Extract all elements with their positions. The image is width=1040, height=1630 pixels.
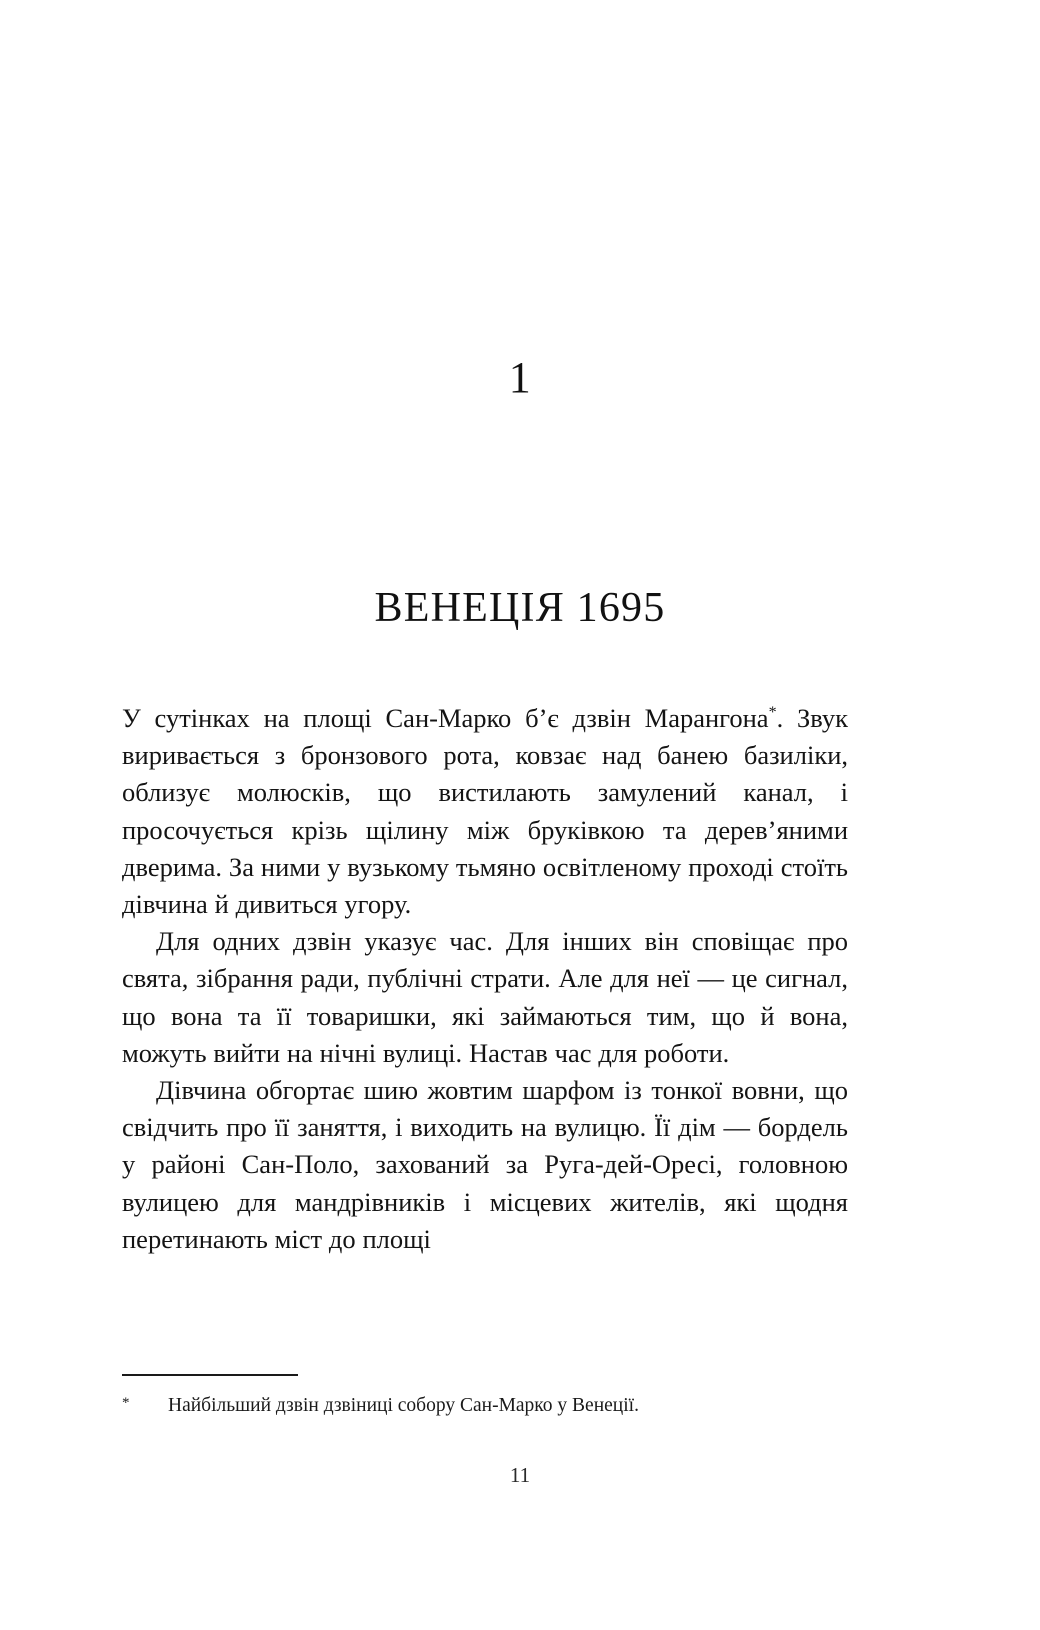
- chapter-number: 1: [508, 353, 532, 402]
- footnote-text: Найбільший дзвін дзвіниці собору Сан-Марко у Венеції.: [168, 1395, 639, 1416]
- footnote: [122, 1392, 848, 1420]
- paragraph-2: Для одних дзвін указує час. Для інших він сповіщає про свята, зібрання ради, публічні страти. Але для неї — це сигнал, що вона та її товаришки, які займаються тим, що й вона, можуть вийти на нічні вулиці. Настав час для роботи.: [122, 926, 848, 1068]
- paragraph-1-text-after-marker: . Звук виривається з бронзового рота, ковзає над банею базиліки, облизує молюсків, що вистилають замулений канал, і просочується крізь щілину між бруківкою та дерев’яними дверима. За ними у вузькому тьмяно освітленому проході стоїть дівчина й дивиться угору.: [122, 703, 848, 920]
- page-number: 11: [509, 1463, 531, 1487]
- footnote-separator-rule: [122, 1374, 298, 1376]
- paragraph-3: Дівчина обгортає шию жовтим шарфом із тонкої вовни, що свідчить про її заняття, і виходить на вулицю. Її дім — бордель у районі Сан-Поло, захований за Руга-дей-Оресі, головною вулицею для мандрівників і місцевих жителів, які щодня перетинають міст до площі: [122, 1075, 848, 1254]
- body-text-block: [122, 700, 848, 1258]
- paragraph-1-text-before-marker: У сутінках на площі Сан-Марко б’є дзвін Марангона: [122, 703, 769, 733]
- paragraph-1: [122, 700, 848, 923]
- footnote-marker: *: [122, 1395, 130, 1411]
- chapter-title: ВЕНЕЦІЯ 1695: [374, 585, 666, 631]
- footnote-reference-marker[interactable]: *: [768, 704, 777, 722]
